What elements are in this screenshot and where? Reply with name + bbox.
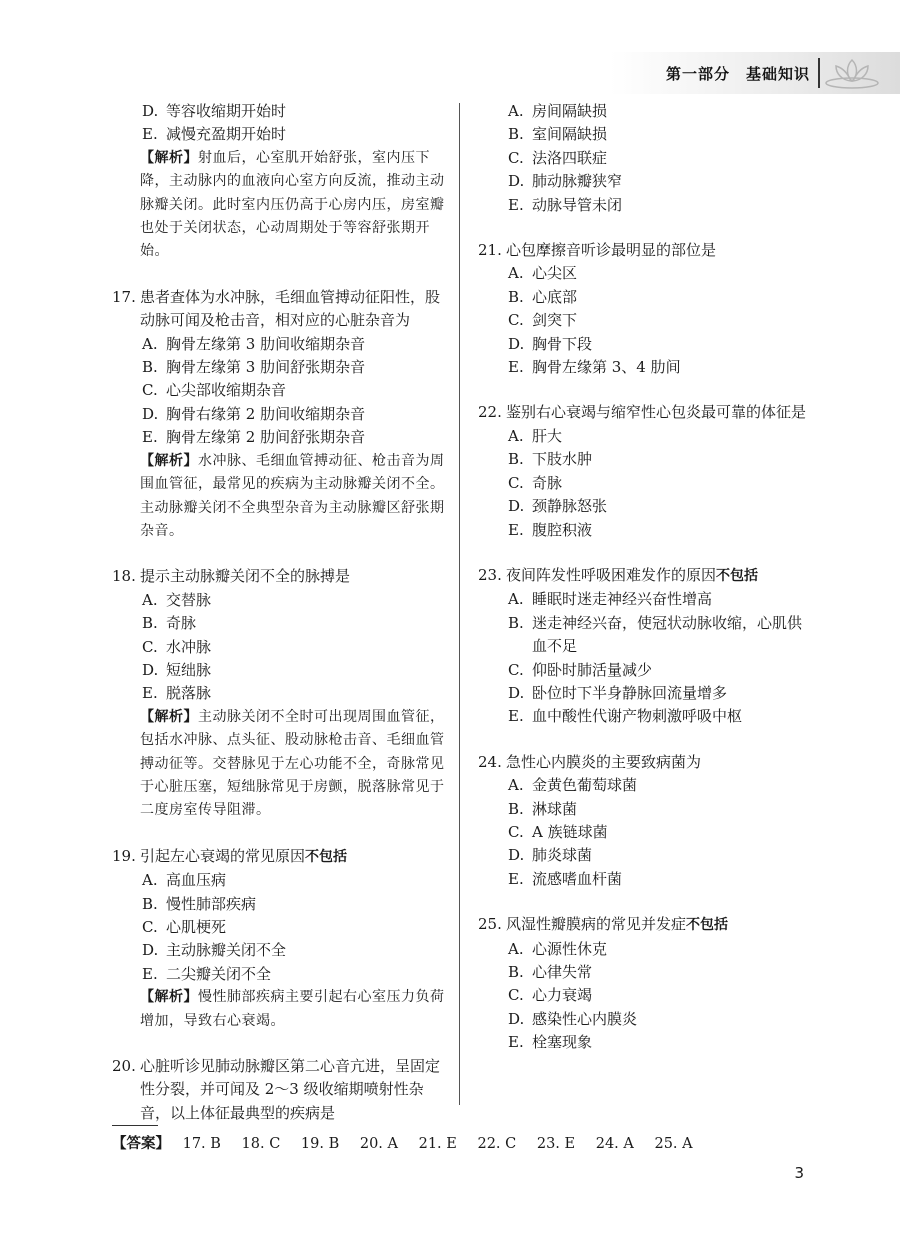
option: B. 心律失常 [508, 963, 593, 981]
explanation: 【解析】主动脉关闭不全时可出现周围血管征，包括水冲脉、点头征、股动脉枪击音、毛细血管搏动征等。交替脉见于左心功能不全，奇脉常见于心脏压塞，短绌脉常见于房颤，脱落脉常见于二度房室传导阻滞。 [140, 708, 445, 819]
question-21 [478, 239, 808, 379]
question-25 [478, 913, 808, 1054]
question-stem: 22. 鉴别右心衰竭与缩窄性心包炎最可靠的体征是 [478, 403, 807, 422]
lotus-logo-icon [824, 56, 880, 90]
answer-item: 18. C [241, 1136, 281, 1152]
option: A. 肝大 [508, 426, 563, 445]
option: C. 奇脉 [508, 473, 563, 492]
question-19 [112, 845, 448, 1033]
column-divider [459, 103, 460, 1105]
option: E. 减慢充盈期开始时 [142, 125, 287, 144]
question-20 [112, 1055, 448, 1125]
left-column [112, 100, 448, 1147]
option: D. 胸骨下段 [508, 334, 593, 353]
answer-item: 19. B [300, 1136, 340, 1152]
question-23 [478, 564, 808, 729]
question-stem: 20. 心脏听诊见肺动脉瓣区第二心音亢进，呈固定性分裂，并可闻及 2～3 级收缩期喷射性杂音，以上体征最典型的疾病是 [112, 1057, 441, 1122]
option: D. 肺炎球菌 [508, 846, 593, 865]
right-column [478, 100, 808, 1077]
answer-key [112, 1132, 709, 1153]
option: A. 心尖区 [508, 264, 578, 283]
explanation: 【解析】射血后，心室肌开始舒张，室内压下降，主动脉内的血液向心室方向反流，推动主动脉瓣关闭。此时室内压仍高于心房内压，房室瓣也处于关闭状态，心动周期处于等容舒张期开始。 [140, 149, 445, 260]
option: A. 交替脉 [142, 590, 212, 609]
option: B. 奇脉 [142, 614, 197, 633]
explanation: 【解析】慢性肺部疾病主要引起右心室压力负荷增加，导致右心衰竭。 [140, 989, 445, 1029]
answer-item: 23. E [536, 1136, 576, 1152]
question-20-options [478, 100, 808, 217]
question-stem: 17. 患者查体为水冲脉，毛细血管搏动征阳性，股动脉可闻及枪击音，相对应的心脏杂音为 [112, 287, 441, 330]
option: B. 胸骨左缘第 3 肋间舒张期杂音 [142, 358, 366, 377]
option: E. 胸骨左缘第 3、4 肋间 [508, 358, 681, 377]
option: B. 室间隔缺损 [508, 125, 608, 144]
question-stem: 23. 夜间阵发性呼吸困难发作的原因不包括 [478, 565, 759, 584]
option: E. 动脉导管未闭 [508, 195, 623, 214]
option: E. 血中酸性代谢产物刺激呼吸中枢 [508, 707, 743, 726]
option: C. 剑突下 [508, 311, 578, 330]
answer-item: 24. A [595, 1136, 634, 1152]
question-18 [112, 565, 448, 822]
question-stem: 21. 心包摩擦音听诊最明显的部位是 [478, 241, 717, 260]
answer-item: 25. A [654, 1136, 693, 1152]
option: C. A 族链球菌 [508, 822, 608, 841]
option: E. 栓塞现象 [508, 1033, 593, 1052]
question-16-continued [112, 100, 448, 264]
option: D. 主动脉瓣关闭不全 [142, 941, 287, 960]
option: B. 迷走神经兴奋，使冠状动脉收缩，心肌供血不足 [508, 613, 803, 656]
section-title: 第一部分 基础知识 [665, 65, 810, 83]
option: A. 金黄色葡萄球菌 [508, 776, 638, 795]
question-stem: 24. 急性心内膜炎的主要致病菌为 [478, 752, 702, 771]
option: D. 等容收缩期开始时 [142, 102, 287, 120]
running-header [610, 52, 900, 94]
option: E. 二尖瓣关闭不全 [142, 964, 272, 983]
answer-item: 21. E [418, 1136, 457, 1152]
option: A. 心源性休克 [508, 939, 608, 958]
option: C. 心肌梗死 [142, 918, 227, 936]
option: A. 房间隔缺损 [508, 102, 608, 120]
answer-item: 22. C [477, 1136, 517, 1152]
option: D. 颈静脉怒张 [508, 497, 608, 516]
option: B. 慢性肺部疾病 [142, 894, 257, 913]
header-divider [818, 58, 820, 88]
option: E. 胸骨左缘第 2 肋间舒张期杂音 [142, 428, 366, 447]
answer-item: 20. A [359, 1136, 398, 1152]
option: D. 胸骨右缘第 2 肋间收缩期杂音 [142, 404, 366, 423]
option: E. 脱落脉 [142, 684, 212, 703]
question-17 [112, 286, 448, 543]
option: A. 睡眠时迷走神经兴奋性增高 [508, 590, 713, 609]
option: D. 肺动脉瓣狭窄 [508, 172, 623, 191]
option: C. 心力衰竭 [508, 986, 593, 1005]
answer-key-label: 【答案】 [112, 1136, 170, 1152]
option: C. 法洛四联症 [508, 148, 608, 167]
footnote-rule [112, 1125, 158, 1126]
option: C. 仰卧时肺活量减少 [508, 660, 653, 679]
question-22 [478, 401, 808, 541]
question-24 [478, 751, 808, 891]
option: B. 心底部 [508, 287, 578, 306]
page-number: 3 [794, 1164, 804, 1182]
option: C. 水冲脉 [142, 637, 212, 656]
option: A. 胸骨左缘第 3 肋间收缩期杂音 [142, 334, 366, 353]
option: D. 卧位时下半身静脉回流量增多 [508, 683, 728, 702]
question-stem: 19. 引起左心衰竭的常见原因不包括 [112, 846, 348, 865]
option: B. 下肢水肿 [508, 450, 593, 469]
option: D. 短绌脉 [142, 660, 212, 679]
option: B. 淋球菌 [508, 799, 578, 818]
option: C. 心尖部收缩期杂音 [142, 381, 287, 400]
option: A. 高血压病 [142, 871, 227, 890]
option: D. 感染性心内膜炎 [508, 1009, 638, 1028]
answer-item: 17. B [182, 1136, 221, 1152]
explanation: 【解析】水冲脉、毛细血管搏动征、枪击音为周围血管征，最常见的疾病为主动脉瓣关闭不全。主动脉瓣关闭不全典型杂音为主动脉瓣区舒张期杂音。 [140, 452, 445, 539]
question-stem: 25. 风湿性瓣膜病的常见并发症不包括 [478, 915, 729, 934]
option: E. 流感嗜血杆菌 [508, 869, 623, 888]
question-stem: 18. 提示主动脉瓣关闭不全的脉搏是 [112, 567, 351, 586]
option: E. 腹腔积液 [508, 520, 593, 539]
